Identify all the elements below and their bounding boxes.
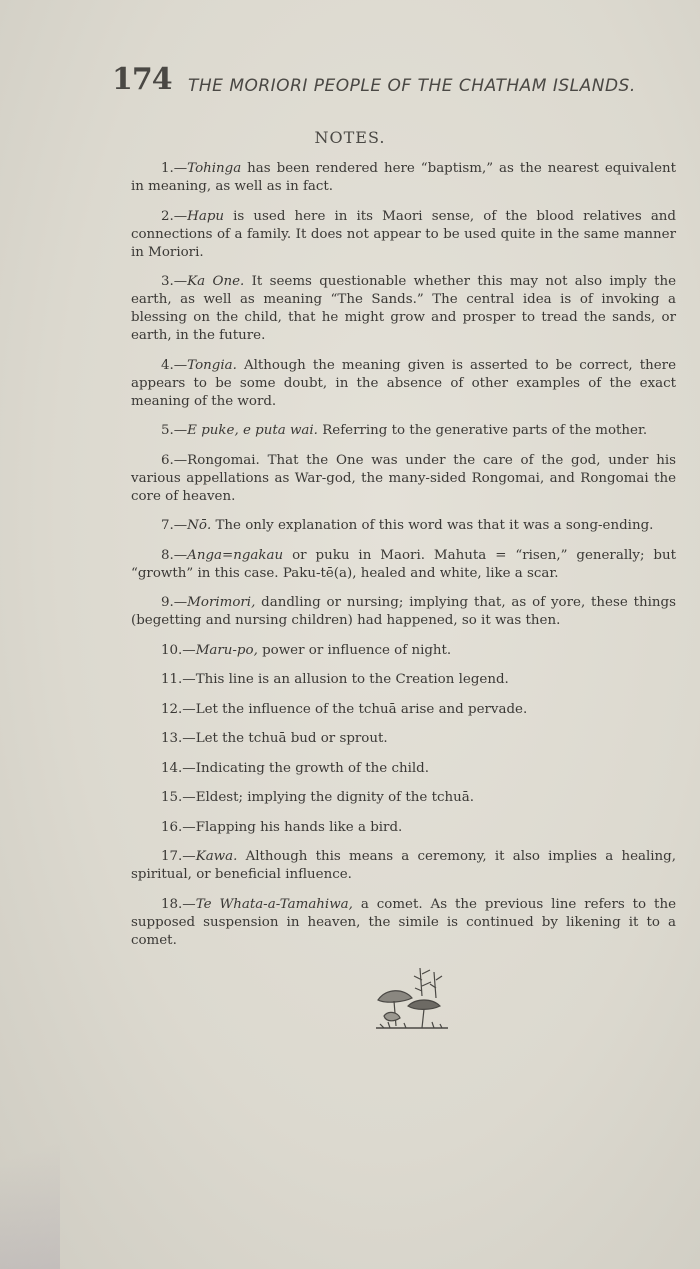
note-number: 16.— [161,819,196,835]
note-number: 15.— [161,790,196,805]
note-number: 5.— [161,423,188,438]
note-text: power or influence of night. [257,642,452,658]
note-14 [131,760,676,778]
note-term: Nō. [187,518,212,533]
note-5 [131,422,676,440]
note-text: Let the influence of the tchuā arise and pervade. [195,701,528,717]
note-term: Morimori, [187,595,256,610]
note-6 [131,452,676,506]
note-number: 4.— [161,357,188,373]
note-number: 2.— [161,208,188,224]
running-title: THE MORIORI PEOPLE OF THE CHATHAM ISLANDS. [188,76,636,96]
note-text: Indicating the growth of the child. [195,760,429,776]
note-term: Te Whata-a-Tamahiwa, [195,896,353,912]
note-term: Ka One. [187,274,245,289]
running-header [112,62,672,102]
note-9 [131,594,676,630]
note-text: dandling or nursing; implying that, as of yore, these things (begetting and nursing children) had happened, so it was then. [131,595,676,628]
notes-list [131,160,676,961]
note-1 [131,160,676,196]
note-number: 13.— [161,731,196,746]
mushroom-vignette-icon [374,960,450,1032]
note-term: Maru-po, [195,642,258,658]
note-text: is used here in its Maori sense, of the blood relatives and connections of a family. It does not appear to be used quite in the same manner in Moriori. [131,208,676,260]
note-8 [131,547,676,583]
note-17 [131,848,676,884]
note-2 [131,208,676,262]
note-16 [131,819,676,837]
note-text: Although the meaning given is asserted to be correct, there appears to be some doubt, in the absence of other examples of the exact meaning of the word. [131,357,676,409]
note-term: Tongia. [187,357,237,373]
note-text: or puku in Maori. Mahuta = “risen,” generally; but “growth” in this case. Paku-tē(a), healed and white, like a scar. [131,547,676,581]
note-number: 11.— [161,672,196,687]
note-text: Although this means a ceremony, it also implies a healing, spiritual, or beneficial influence. [131,849,676,882]
note-3 [131,273,676,345]
note-4 [131,357,676,411]
note-number: 8.— [161,547,188,563]
note-text: a comet. As the previous line refers to the supposed suspension in heaven, the simile is continued by likening it to a comet. [131,896,676,948]
note-number: 12.— [161,701,196,717]
note-text: This line is an allusion to the Creation legend. [195,672,509,687]
note-11 [131,671,676,689]
note-13 [131,730,676,748]
note-text: Rongomai. That the One was under the care of the god, under his various appellations as War-god, the many-sided Rongomai, and Rongomai the core of heaven. [131,452,676,504]
note-number: 7.— [161,518,188,533]
note-number: 6.— [161,452,188,468]
note-number: 10.— [161,642,196,658]
section-heading: NOTES. [314,128,386,147]
note-7 [131,517,676,535]
page-number: 174 [112,62,172,97]
note-term: Anga=ngakau [187,547,284,563]
note-term: Kawa. [195,849,238,864]
note-text: Let the tchuā bud or sprout. [195,731,388,746]
note-text: has been rendered here “baptism,” as the nearest equivalent in meaning, as well as in fact. [131,161,676,194]
note-text: Referring to the generative parts of the mother. [317,423,648,438]
note-15 [131,789,676,807]
note-number: 3.— [161,274,188,289]
note-10 [131,642,676,660]
note-term: E puke, e puta wai. [187,423,318,438]
note-text: It seems questionable whether this may not also imply the earth, as well as meaning “The Sands.” The central idea is of invoking a blessing on the child, that he might grow and prosper to tread the sands, or earth, in the future. [131,274,676,343]
note-text: The only explanation of this word was that it was a song-ending. [211,518,654,533]
note-text: Eldest; implying the dignity of the tchuā. [195,790,474,805]
note-number: 14.— [161,760,196,776]
page-shadow [0,969,60,1269]
note-text: Flapping his hands like a bird. [195,819,403,835]
note-12 [131,701,676,719]
note-number: 9.— [161,595,188,610]
note-term: Tohinga [187,161,242,176]
note-term: Hapu [187,208,225,224]
note-number: 18.— [161,896,196,912]
note-number: 17.— [161,849,196,864]
note-18 [131,896,676,950]
note-number: 1.— [161,161,188,176]
